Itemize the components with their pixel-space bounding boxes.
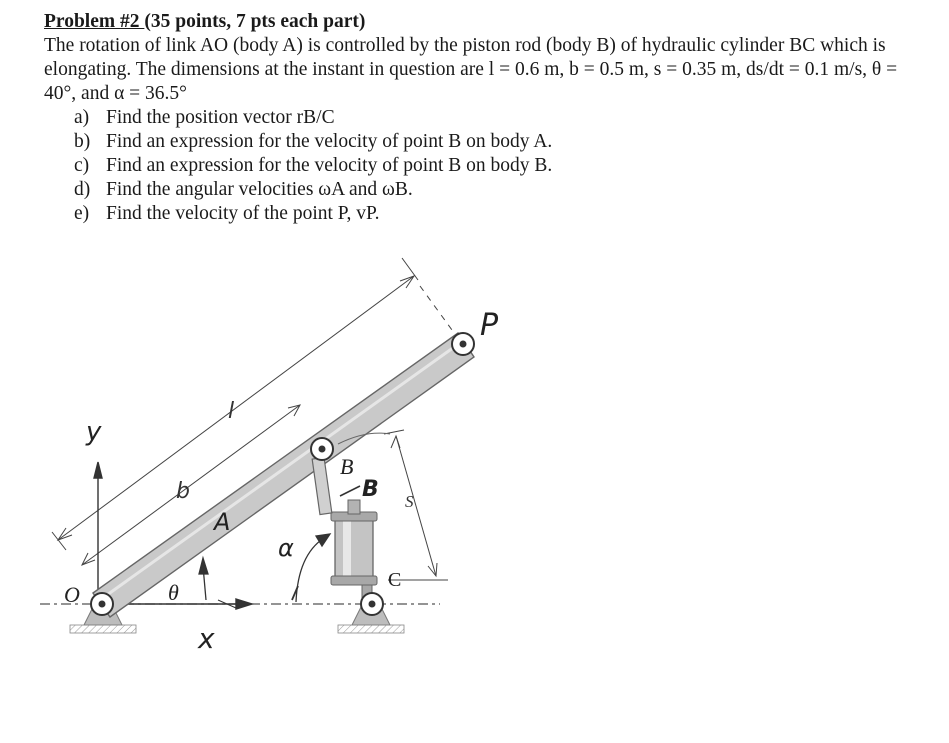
problem-parts-list [44, 106, 904, 226]
theta-arc [199, 558, 208, 600]
pin-c [361, 593, 383, 615]
part-label: e) [74, 203, 90, 224]
pin-o [91, 593, 113, 615]
part-text: Find an expression for the velocity of point B on body B. [106, 155, 553, 176]
part-text: Find an expression for the velocity of point B on body A. [106, 131, 553, 152]
part-label: c) [74, 155, 90, 176]
part-text: Find the velocity of the point P, vP. [106, 203, 380, 224]
label-x: x [198, 622, 215, 655]
part-label: d) [74, 179, 91, 200]
label-l: l [228, 399, 235, 424]
label-b-link: B [340, 454, 354, 479]
part-text: Find the position vector rB/C [106, 107, 335, 128]
part-e [74, 202, 904, 226]
part-b [74, 130, 904, 154]
part-label: b) [74, 131, 91, 152]
b-rod-leader [340, 486, 360, 496]
label-a: A [214, 508, 231, 536]
piston-rod [312, 457, 332, 514]
part-c [74, 154, 904, 178]
label-b-rod: B [362, 477, 379, 502]
problem-points: (35 points, 7 pts each part) [144, 11, 366, 32]
hydraulic-cylinder [331, 500, 377, 601]
label-c: C [388, 569, 402, 591]
pin-b [311, 438, 333, 460]
y-axis [94, 462, 102, 600]
part-d [74, 178, 904, 202]
mechanism-diagram [0, 240, 949, 743]
label-o: O [64, 582, 80, 607]
problem-title [44, 10, 904, 34]
label-theta: θ [168, 580, 179, 605]
part-text: Find the angular velocities ωA and ωB. [106, 179, 413, 200]
dimension-s [384, 430, 448, 580]
link-ao [93, 333, 474, 617]
problem-statement [44, 10, 904, 226]
alpha-arc [292, 534, 330, 602]
label-y: y [86, 417, 102, 447]
problem-number: Problem #2 [44, 11, 145, 32]
part-a [74, 106, 904, 130]
label-p: P [480, 308, 499, 343]
problem-intro: The rotation of link AO (body A) is controlled by the piston rod (body B) of hydraulic cylinder BC which is elongating. The dimensions at the instant in question are l = 0.6 m, b = 0.5 m, s = 0.35 m, ds/dt = 0.1 m/s, θ = 40°, and α = 36.5° [44, 35, 898, 104]
pin-p [452, 333, 474, 355]
label-b-dim: b [176, 479, 190, 504]
part-label: a) [74, 107, 90, 128]
label-alpha: α [278, 534, 294, 562]
label-s: S [405, 492, 414, 511]
